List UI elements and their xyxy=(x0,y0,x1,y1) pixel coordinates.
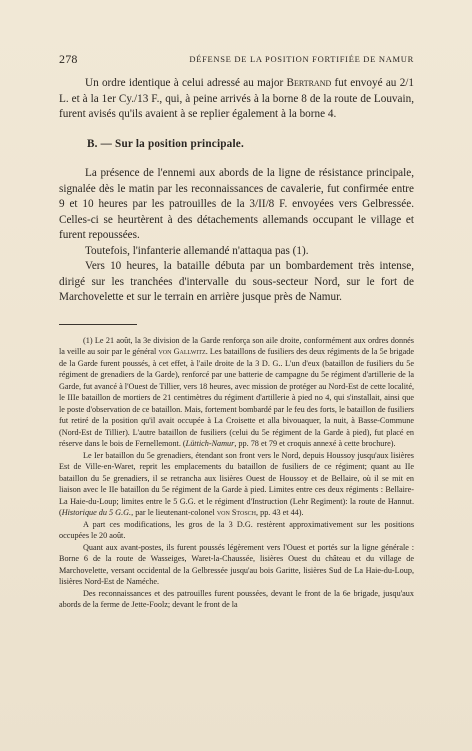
footnote-1 xyxy=(59,335,414,450)
footnote-paragraph-4: Quant aux avant-postes, ils furent poussés légèrement vers l'Ouest et portés sur la ligne générale : Borne 6 de la route de Wasseiges, Waret-la-Chaussée, lisières Ouest du château et du village de Marchovelette, versant occidental de la Gelbressée jusqu'au bois Garitte, lisières Sud de La Haie-du-Loup, lisières Nord-Est de Naméche. xyxy=(59,542,414,586)
paragraph-text: fut envoyé au 2/1 L. et à la 1er Cy./13 F., qui, à peine arrivés à la borne 8 de la route de Louvain, furent avisés qu'ils avaient à se replier également à la borne 4. xyxy=(59,77,414,120)
citation-title: Lüttich-Namur xyxy=(185,439,235,448)
footnote-paragraph-2 xyxy=(59,450,414,519)
footnote-text: , pp. 78 et 79 et croquis annexé à cette brochure). xyxy=(234,439,396,448)
main-text xyxy=(59,76,414,306)
person-name: von Gallwitz xyxy=(158,347,206,356)
footnote-text: (1) Le 21 août, la 3e division de la Garde renforça son aile droite, conformément aux ordres donnés la veille au soir par le général xyxy=(59,335,414,356)
running-head: DÉFENSE DE LA POSITION FORTIFIÉE DE NAMUR xyxy=(189,54,414,64)
page-number: 278 xyxy=(59,52,78,66)
page-header xyxy=(59,52,414,66)
footnote-text: , par le lieutenant-colonel xyxy=(131,508,217,517)
person-name: Bertrand xyxy=(286,77,332,89)
footnote-text: , pp. 43 et 44). xyxy=(256,508,304,517)
footnote-divider xyxy=(59,324,137,325)
paragraph-infantry: Toutefois, l'infanterie allemandé n'attaqua pas (1). xyxy=(85,244,309,257)
footnote-paragraph-5: Des reconnaissances et des patrouilles furent poussées, devant le front de la 6e brigade, jusqu'aux abords de la ferme de Jette-Foolz; devant le front de la xyxy=(59,588,414,609)
citation-title: Historique du 5 G.G. xyxy=(61,508,132,517)
paragraph-text: Un ordre identique à celui adressé au major xyxy=(85,77,287,89)
paragraph-bombardment: Vers 10 heures, la bataille débuta par un bombardement très intense, dirigé sur les tranchées d'intervalle du sous-secteur Nord, sur le fort de Marchovelette et sur le terrain en arrière jusque près de Namur. xyxy=(59,260,414,303)
footnotes xyxy=(59,335,414,611)
footnote-text: Le Ier bataillon du 5e grenadiers, étendant son front vers le Nord, depuis Houssoy jusqu'aux lisières Est de Ville-en-Waret, reprit les emplacements du bataillon de fusiliers de ce régiment; quant au IIe bataillon du 5e grenadiers, il se retrancha aux lisières Ouest de Houssoy et de Bellaire, où il se mit en liaison avec le IIe bataillon du 5e régiment de la Garde à pied. Limites entre ces deux régiments : Bellaire-La Haie-du-Loup; limites entre le 5 G.G. et le régiment d'Instruction (Lehr Regiment): la route de Hannut. ( xyxy=(59,450,414,517)
paragraph-enemy-presence: La présence de l'ennemi aux abords de la ligne de résistance principale, signalée dès le matin par les reconnaissances de cavalerie, fut confirmée entre 9 et 10 heures par les patrouilles de la 3/II/8 F. envoyées vers Gelbressée. Celles-ci se heurtèrent à des détachements allemands occupant le village et furent repoussées. xyxy=(59,167,414,241)
section-heading: B. — Sur la position principale. xyxy=(87,137,244,150)
person-name: von Stosch xyxy=(216,508,256,517)
page-body xyxy=(59,76,414,611)
footnote-text: . Les bataillons de fusiliers des deux régiments de la 5e brigade de la Garde furent poussés, à cet effet, à l'aile droite de la 3 D. G.. L'un d'eux (bataillon de fusiliers du 5e régiment de grenadiers de la Garde), renforcé par une batterie de campagne du 5e régiment d'artillerie de la Garde, fut avancé à l'Ouest de Tillier, vers 18 heures, avec mission de protéger au Nord-Est de cette localité, le IIIe bataillon de mortiers de 21 centimètres du régiment d'artillerie à pied no 4, qui s'installait, ainsi que le poste d'observation de ce bataillon. Mais, fortement bombardé par le feu des forts, le bataillon de fusiliers fut retiré de la position qu'il avait occupée à La Croisette et alla bivouaquer, la nuit, à Basse-Commune (Nord-Est de Tillier). L'autre bataillon de fusiliers (celui du 5e régiment de la Garde à pied), fut placé en réserve dans le bois de Fernellemont. ( xyxy=(59,347,415,448)
footnote-paragraph-3: A part ces modifications, les gros de la 3 D.G. restèrent approximativement sur les positions occupées le 20 août. xyxy=(59,519,414,540)
paragraph-order xyxy=(59,76,414,123)
